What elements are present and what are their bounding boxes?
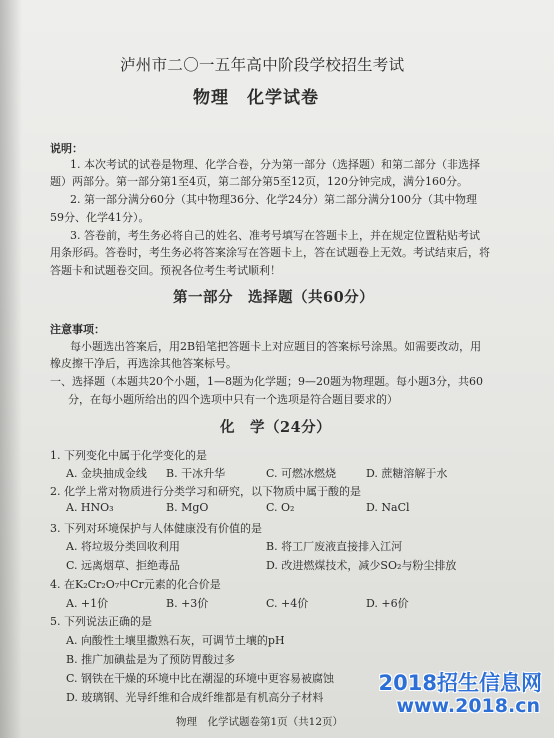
choice-instruction-line: 分，在每小题所给出的四个选项中只有一个选项是符合题目要求的） <box>68 393 398 406</box>
question-option: D. 改进燃煤技术，减少SO₂与粉尘排放 <box>266 559 457 572</box>
instructions-line: 题）两部分。第一部分第1至4页，第二部分第5至12页，120分钟完成，满分160分。 <box>50 175 468 188</box>
instructions-line: 2. 第一部分满分60分（其中物理36分、化学24分）第二部分满分100分（其中物理 <box>70 193 477 206</box>
question-stem: 4. 在K₂Cr₂O₇中Cr元素的化合价是 <box>50 578 221 591</box>
question-option: D. NaCl <box>366 501 410 514</box>
watermark-url: www.2018.cn <box>396 695 540 717</box>
instructions-label: 说明： <box>50 142 83 155</box>
notice-line: 每小题选出答案后，用2B铅笔把答题卡上对应题目的答案标号涂黑。如需要改动，用 <box>70 340 482 353</box>
notice-line: 橡皮擦干净后，再选涂其他答案标号。 <box>50 357 237 370</box>
question-option: C. 可燃冰燃烧 <box>266 467 337 480</box>
question-option: C. +4价 <box>266 597 309 610</box>
question-option: A. 将垃圾分类回收利用 <box>66 540 180 553</box>
page-footer: 物理 化学试题卷第1页（共12页） <box>176 716 344 728</box>
question-stem: 3. 下列对环境保护与人体健康没有价值的是 <box>50 522 262 535</box>
question-option: D. +6价 <box>366 597 409 610</box>
watermark-title: 2018招生信息网 <box>378 671 542 695</box>
instructions-line: 59分、化学41分）。 <box>50 211 150 224</box>
chemistry-heading: 化 学（24分） <box>220 419 332 436</box>
question-option: C. 钢铁在干燥的环境中比在潮湿的环境中更容易被腐蚀 <box>66 672 335 685</box>
question-option: D. 玻璃钢、光导纤维和合成纤维都是有机高分子材料 <box>66 691 324 704</box>
question-option: A. HNO₃ <box>66 501 114 514</box>
question-option: B. 将工厂废液直接排入江河 <box>266 540 403 553</box>
question-option: B. 推广加碘盐是为了预防胃酸过多 <box>66 653 236 666</box>
instructions-line: 用条形码。答卷时，考生务必将答案涂写在答题卡上，答在试题卷上无效。考试结束后，将 <box>50 246 490 259</box>
question-option: B. +3价 <box>166 597 209 610</box>
part1-heading: 第一部分 选择题（共60分） <box>173 289 375 306</box>
question-option: D. 蔗糖溶解于水 <box>366 467 448 480</box>
exam-subtitle: 物理 化学试卷 <box>193 88 319 108</box>
question-option: B. 干冰升华 <box>166 467 226 480</box>
question-option: A. 金块抽成金线 <box>66 467 147 480</box>
question-option: C. 远离烟草、拒绝毒品 <box>66 559 181 572</box>
instructions-line: 1. 本次考试的试卷是物理、化学合卷，分为第一部分（选择题）和第二部分（非选择 <box>70 158 480 171</box>
exam-title: 泸州市二〇一五年高中阶段学校招生考试 <box>120 56 405 74</box>
page-edge-shadow <box>0 0 22 738</box>
question-option: B. MgO <box>166 501 209 514</box>
choice-instruction-text: 一、选择题（本题共20个小题，1—8题为化学题；9—20题为物理题。每小题3分，共60 <box>50 375 483 388</box>
choice-instruction-line <box>50 374 483 389</box>
question-stem: 5. 下列说法正确的是 <box>50 615 152 628</box>
instructions-line: 答题卡和试题卷交回。预祝各位考生考试顺利！ <box>50 264 281 277</box>
question-option: C. O₂ <box>266 501 295 514</box>
question-option: A. +1价 <box>66 597 109 610</box>
notice-label: 注意事项： <box>50 323 105 336</box>
question-stem: 1. 下列变化中属于化学变化的是 <box>50 449 207 462</box>
instructions-line: 3. 答卷前，考生务必将自己的姓名、准考号填写在答题卡上，并在规定位置粘贴考试 <box>70 229 480 242</box>
question-stem: 2. 化学上常对物质进行分类学习和研究，以下物质中属于酸的是 <box>50 485 361 498</box>
question-option: A. 向酸性土壤里撒熟石灰，可调节土壤的pH <box>66 634 285 647</box>
